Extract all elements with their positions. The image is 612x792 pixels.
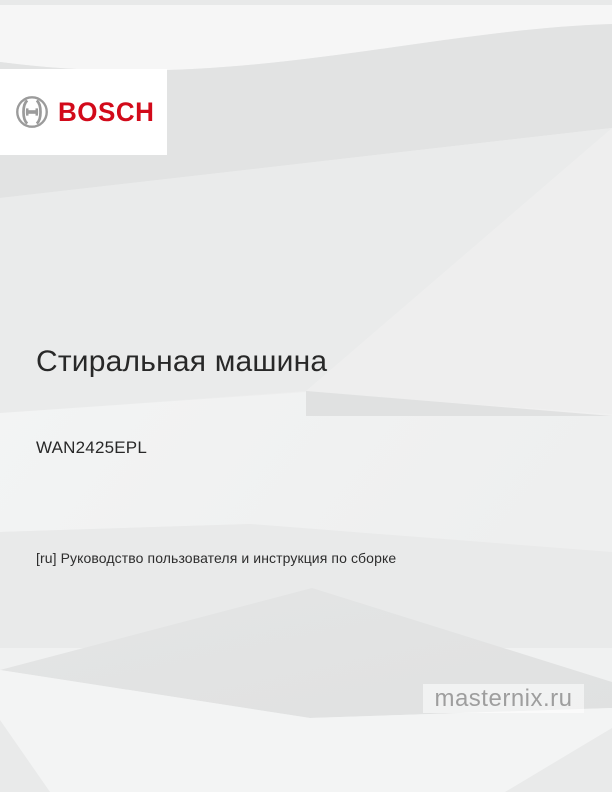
- model-number: WAN2425EPL: [36, 438, 147, 457]
- language-subtitle: [ru] Руководство пользователя и инструкция по сборке: [36, 550, 397, 566]
- bosch-armature-icon: [15, 95, 49, 129]
- brand-logo-box: [0, 69, 167, 155]
- document-title: Стиральная машина: [36, 345, 328, 378]
- watermark: masternix.ru: [423, 684, 584, 713]
- bosch-wordmark: BOSCH: [58, 96, 155, 128]
